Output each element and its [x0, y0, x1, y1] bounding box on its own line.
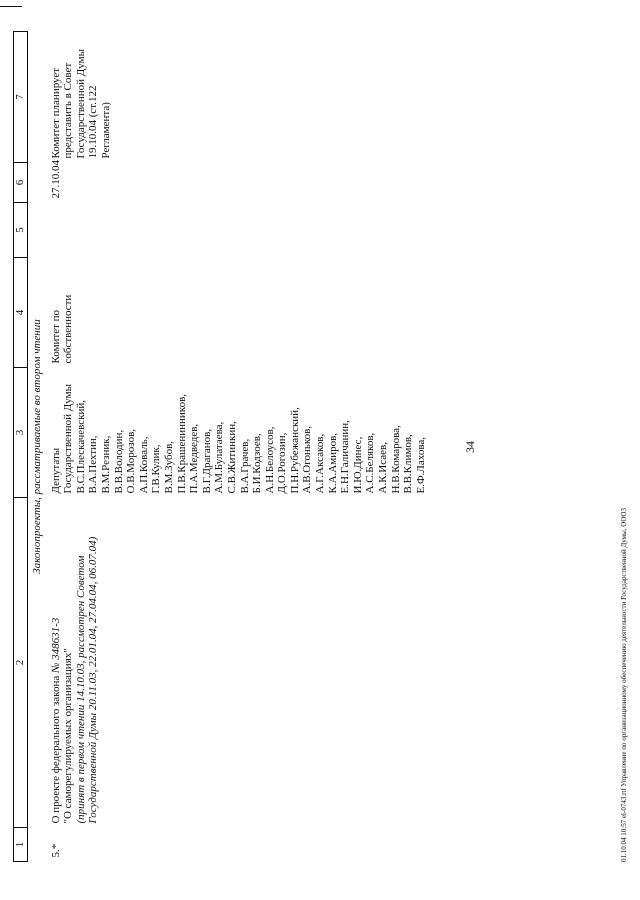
author-name: П.В.Крашенинников, — [175, 393, 188, 494]
author-name: И.Ю.Динес, — [351, 436, 364, 494]
footer-line: 01.10.04 10:57 el-0743.rtf Управление по организационному обеспечению деятельности Государственной Думы, ООО3 — [620, 508, 628, 862]
author-name: Д.О.Рогозин, — [276, 432, 289, 494]
author-name: Е.Н.Галичанин, — [339, 420, 352, 494]
agenda-table — [13, 31, 427, 862]
author-name: А.В.Огоньков, — [301, 425, 314, 494]
column-number-1: 1 — [14, 828, 28, 862]
author-name: В.В.Володин, — [112, 429, 125, 494]
author-name: В.С.Плескачевский, — [74, 399, 87, 494]
column-number-3: 3 — [14, 368, 28, 498]
author-name: Г.В.Кулик, — [150, 444, 163, 494]
column-number-6: 6 — [14, 163, 28, 203]
committee-note: Комитет планирует представить в Совет Государственной Думы 19.10.04 (ст.122 Регламента) — [49, 48, 112, 159]
page-number: 34 — [463, 441, 477, 453]
column-number-7: 7 — [14, 32, 28, 163]
author-name: Н.В.Комарова, — [389, 425, 402, 494]
bill-number: № 348631-3 — [49, 617, 62, 674]
author-name: П.А.Медведев, — [188, 423, 201, 494]
bill-authors — [50, 368, 428, 498]
author-name: В.А.Грачев, — [238, 438, 251, 494]
column-5-cell — [50, 203, 428, 258]
responsible-committee: Комитет по собственности — [49, 294, 75, 364]
submission-date: 27.10.04 — [49, 160, 62, 199]
author-name: А.П.Коваль, — [137, 436, 150, 494]
bill-name: "О саморегулируемых организациях" — [62, 648, 75, 824]
author-name: Е.Ф.Лахова, — [414, 436, 427, 494]
author-name: С.В.Житинкин, — [225, 421, 238, 494]
author-name: В.В.Климов, — [402, 434, 415, 494]
author-name: В.А.Пехтин, — [87, 435, 100, 494]
bill-note: (принят в первом чтении 14.10.03, рассмотрен Советом Государственной Думы 20.11.03, 22.01.04, 27.04.04, 06.07.04) — [74, 536, 100, 824]
author-name: А.К.Исаев, — [377, 442, 390, 494]
author-name: В.Г.Драганов, — [200, 428, 213, 494]
document-page — [10, 32, 628, 862]
author-name: А.Г.Аксаков, — [314, 433, 327, 494]
author-name: П.Н.Рубежанский, — [288, 407, 301, 494]
authors-lead: Депутаты Государственной Думы — [49, 383, 75, 494]
column-number-row — [14, 32, 28, 862]
author-name: О.В.Морозов, — [125, 428, 138, 494]
bill-description — [50, 498, 428, 828]
corner-mark — [0, 6, 22, 7]
column-number-5: 5 — [14, 203, 28, 258]
row-number: 5.* — [49, 843, 62, 858]
author-name: В.М.Зубов, — [162, 440, 175, 494]
column-number-2: 2 — [14, 498, 28, 828]
author-name: А.Н.Белоусов, — [263, 426, 276, 494]
author-name: А.С.Беляков, — [364, 432, 377, 494]
bill-prefix: О проекте федерального закона — [49, 673, 62, 824]
table-row — [50, 32, 428, 862]
section-title: Законопроекты, рассматриваемые во втором чтении — [31, 319, 43, 574]
column-number-4: 4 — [14, 258, 28, 368]
author-name: В.М.Резник, — [99, 435, 112, 494]
author-name: К.А.Амиров, — [326, 432, 339, 494]
author-name: А.М.Булатаева, — [213, 421, 226, 494]
author-name: Б.И.Кодзоев, — [251, 433, 264, 494]
